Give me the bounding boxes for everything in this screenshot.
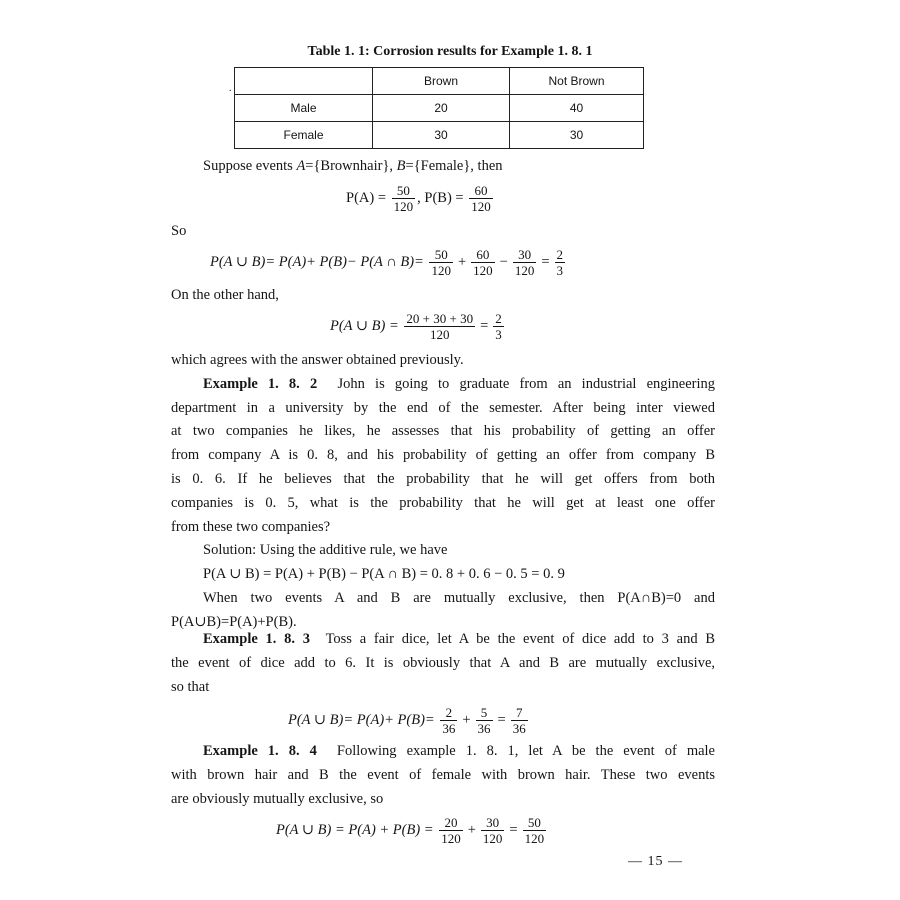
equation-brown-hair xyxy=(276,815,548,846)
operator: + xyxy=(462,712,471,728)
line-text: Toss a fair dice, let A be the event of dice add to 3 and B xyxy=(325,631,716,647)
numerator: 50 xyxy=(392,184,416,200)
numerator: 2 xyxy=(556,246,563,262)
table-cell: 40 xyxy=(510,95,644,122)
paragraph-line xyxy=(171,740,715,764)
numerator: 2 xyxy=(440,706,457,722)
example-1-8-2-block xyxy=(171,349,715,635)
denominator: 120 xyxy=(429,327,450,343)
paragraph-line: is 0. 6. If he believes that the probability that he will get offers from both xyxy=(171,470,715,487)
operator: = xyxy=(541,254,550,270)
paragraph-line: department in a university by the end of the semester. After being inter viewed xyxy=(171,399,715,416)
eq-lhs: P(A ∪ B)= P(A)+ P(B)− P(A ∩ B)= xyxy=(210,254,424,270)
table-header-row xyxy=(235,68,644,95)
fraction xyxy=(476,706,493,736)
fraction xyxy=(439,816,463,846)
table-header-cell: Not Brown xyxy=(510,68,644,95)
example-title: Example 1. 8. 2 xyxy=(203,375,318,392)
so-label: So xyxy=(171,223,187,239)
denominator: 120 xyxy=(473,263,493,279)
example-title: Example 1. 8. 4 xyxy=(203,743,317,759)
mutual-line: When two events A and B are mutually exclusive, then P(A∩B)=0 and xyxy=(203,589,715,606)
fraction xyxy=(469,184,493,214)
numerator: 60 xyxy=(471,248,495,264)
numerator: 2 xyxy=(495,310,502,326)
eq-lhs: P(A ∪ B) = P(A) + P(B) = xyxy=(276,822,434,838)
fraction xyxy=(555,248,566,278)
solution-equation: P(A ∪ B) = P(A) + P(B) − P(A ∩ B) = 0. 8 + 0. 6 − 0. 5 = 0. 9 xyxy=(203,566,565,583)
example-1-8-4-block xyxy=(171,740,715,811)
equation-union-count xyxy=(330,311,506,342)
paragraph-line: the event of dice add to 6. It is obviously that A and B are mutually exclusive, xyxy=(171,654,715,671)
fraction xyxy=(481,816,505,846)
paragraph-line: from company A is 0. 8, and his probability of getting an offer from company B xyxy=(171,447,715,464)
fraction xyxy=(523,816,547,846)
denominator: 36 xyxy=(512,721,526,737)
table-cell-label: Male xyxy=(235,95,373,122)
fraction xyxy=(392,184,416,214)
denominator: 120 xyxy=(514,263,535,279)
numerator: 20 xyxy=(439,816,463,832)
denominator: 36 xyxy=(477,721,491,737)
denominator: 120 xyxy=(482,831,503,847)
stray-dot: . xyxy=(229,83,232,94)
fraction xyxy=(513,248,537,278)
numerator: 60 xyxy=(469,184,493,200)
equation-pa-pb xyxy=(346,183,495,214)
eq-lhs: P(A ∪ B) = xyxy=(330,318,399,334)
agrees-line: which agrees with the answer obtained previously. xyxy=(171,352,464,368)
example-title: Example 1. 8. 3 xyxy=(203,631,311,647)
denominator: 120 xyxy=(441,831,461,847)
denominator: 120 xyxy=(471,199,491,215)
paragraph-line xyxy=(171,373,715,397)
mutual-line: P(A∪B)=P(A)+P(B). xyxy=(171,613,297,630)
fraction xyxy=(493,312,504,342)
paragraph-line: from these two companies? xyxy=(171,518,331,535)
table-header-cell: Brown xyxy=(373,68,510,95)
fraction xyxy=(511,706,528,736)
event-a: A xyxy=(296,158,306,174)
numerator: 30 xyxy=(513,248,537,264)
solution-line: Solution: Using the additive rule, we have xyxy=(203,542,448,559)
paragraph-line: are obviously mutually exclusive, so xyxy=(171,790,384,807)
paragraph-line xyxy=(171,628,715,652)
denominator: 120 xyxy=(524,831,545,847)
page-number: — 15 — xyxy=(628,854,683,869)
intro-prefix: Suppose events xyxy=(203,158,297,174)
denominator: 120 xyxy=(431,263,451,279)
fraction xyxy=(471,248,495,278)
numerator: 30 xyxy=(481,816,505,832)
other-hand-label: On the other hand, xyxy=(171,287,279,303)
line-text: John is going to graduate from an industrial engineering xyxy=(337,375,716,392)
table-row xyxy=(235,95,644,122)
operator: + xyxy=(457,254,467,270)
table-cell: 30 xyxy=(510,122,644,149)
eq-pa: P(A) = xyxy=(346,190,386,206)
table-cell: 20 xyxy=(373,95,510,122)
operator: − xyxy=(499,254,508,270)
numerator: 7 xyxy=(511,706,528,722)
equation-dice xyxy=(288,705,530,736)
fraction xyxy=(440,706,457,736)
fraction xyxy=(429,248,453,278)
corrosion-results-table xyxy=(234,67,644,149)
denominator: 3 xyxy=(556,263,563,279)
table-cell-label: Female xyxy=(235,122,373,149)
event-b: B xyxy=(396,158,406,174)
equation-union-additive xyxy=(210,247,567,278)
eq-pb: P(B) = xyxy=(424,190,464,206)
numerator: 50 xyxy=(523,816,547,832)
fraction xyxy=(404,312,475,342)
denominator: 36 xyxy=(442,721,456,737)
denominator: 120 xyxy=(393,199,414,215)
operator: = xyxy=(509,822,518,838)
paragraph-line: so that xyxy=(171,678,210,695)
denominator: 3 xyxy=(495,327,502,343)
numerator: 20 + 30 + 30 xyxy=(406,310,474,326)
intro-sentence xyxy=(203,158,503,175)
example-1-8-3-block xyxy=(171,628,715,699)
numerator: 50 xyxy=(429,248,453,264)
event-a-definition: ={Brownhair}, xyxy=(305,158,397,174)
line-text: Following example 1. 8. 1, let A be the event of male xyxy=(336,743,715,759)
operator: + xyxy=(467,822,476,838)
event-b-definition: ={Female}, then xyxy=(405,158,503,174)
eq-lhs: P(A ∪ B)= P(A)+ P(B)= xyxy=(288,712,435,728)
paragraph-line: companies is 0. 5, what is the probability that he will get at least one offer xyxy=(171,494,715,511)
separator: , xyxy=(417,190,425,206)
operator: = xyxy=(480,318,489,334)
numerator: 5 xyxy=(476,706,493,722)
paragraph-line: with brown hair and B the event of female with brown hair. These two events xyxy=(171,766,715,783)
paragraph-line: at two companies he likes, he assesses that his probability of getting an offer xyxy=(171,423,715,440)
table-row xyxy=(235,122,644,149)
table-header-cell xyxy=(235,68,373,95)
operator: = xyxy=(497,712,506,728)
table-caption: Table 1. 1: Corrosion results for Example 1. 8. 1 xyxy=(307,44,593,59)
table-cell: 30 xyxy=(373,122,510,149)
